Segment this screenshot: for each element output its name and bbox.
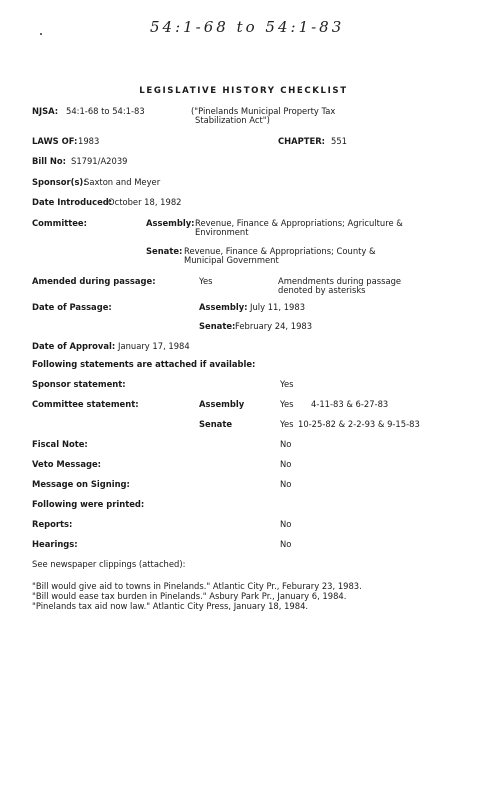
clipping-item: "Bill would give aid to towns in Pinelands." Atlantic City Pr., Feburary 23, 1983.: [32, 581, 362, 591]
amended-note-line1: Amendments during passage: [278, 276, 402, 286]
date-introduced-value: October 18, 1982: [108, 197, 182, 207]
chapter-value: 551: [331, 136, 347, 146]
laws-of-label: LAWS OF:: [32, 136, 78, 146]
veto-message-label: Veto Message:: [32, 459, 102, 469]
amended-note-line2: denoted by asterisks: [278, 285, 366, 295]
passage-assembly-label: Assembly:: [199, 302, 248, 312]
handwritten-note: 54:1-68 to 54:1-83: [150, 18, 345, 36]
reports-label: Reports:: [32, 519, 73, 529]
fiscal-note-label: Fiscal Note:: [32, 439, 88, 449]
committee-assembly-line1: Revenue, Finance & Appropriations; Agriculture &: [195, 218, 403, 228]
committee-senate-line2: Municipal Government: [184, 255, 279, 265]
hearings-label: Hearings:: [32, 539, 78, 549]
laws-of-value: 1983: [78, 136, 100, 146]
njsa-value: 54:1-68 to 54:1-83: [66, 106, 145, 116]
njsa-label: NJSA:: [32, 106, 59, 116]
message-signing-label: Message on Signing:: [32, 479, 130, 489]
sponsor-statement-value: Yes: [280, 379, 294, 389]
approval-label: Date of Approval:: [32, 341, 116, 351]
bill-label: Bill No:: [32, 156, 67, 166]
committee-statement-assembly-dates: 4-11-83 & 6-27-83: [311, 399, 389, 409]
passage-label: Date of Passage:: [32, 302, 112, 312]
following-attached-heading: Following statements are attached if available:: [32, 359, 256, 369]
sponsors-value: Saxton and Meyer: [84, 177, 161, 187]
njsa-desc-line2: Stabilization Act"): [195, 115, 270, 125]
committee-statement-label: Committee statement:: [32, 399, 139, 409]
passage-senate-value: February 24, 1983: [235, 321, 313, 331]
sponsor-statement-label: Sponsor statement:: [32, 379, 126, 389]
document-title: LEGISLATIVE HISTORY CHECKLIST: [139, 86, 348, 96]
clipping-item: "Bill would ease tax burden in Pinelands." Asbury Park Pr., January 6, 1984.: [32, 591, 347, 601]
committee-statement-assembly-value: Yes: [280, 399, 294, 409]
passage-senate-label: Senate:: [199, 321, 236, 331]
bill-value: S1791/A2039: [71, 156, 128, 166]
committee-statement-assembly-label: Assembly: [199, 399, 245, 409]
veto-message-value: No: [280, 459, 292, 469]
passage-assembly-value: July 11, 1983: [250, 302, 306, 312]
date-introduced-label: Date Introduced:: [32, 197, 113, 207]
committee-statement-senate-value: Yes: [280, 419, 294, 429]
clipping-item: "Pinelands tax aid now law." Atlantic City Press, January 18, 1984.: [32, 601, 309, 611]
message-signing-value: No: [280, 479, 292, 489]
committee-senate-label: Senate:: [146, 246, 183, 256]
committee-statement-senate-dates: 10-25-82 & 2-2-93 & 9-15-83: [298, 419, 420, 429]
njsa-desc-line1: ("Pinelands Municipal Property Tax: [191, 106, 336, 116]
clippings-heading: See newspaper clippings (attached):: [32, 559, 186, 569]
amended-value: Yes: [199, 276, 213, 286]
speck-mark: [40, 33, 42, 35]
committee-statement-senate-label: Senate: [199, 419, 233, 429]
hearings-value: No: [280, 539, 292, 549]
following-printed-heading: Following were printed:: [32, 499, 145, 509]
fiscal-note-value: No: [280, 439, 292, 449]
chapter-label: CHAPTER:: [278, 136, 326, 146]
committee-assembly-label: Assembly:: [146, 218, 195, 228]
amended-label: Amended during passage:: [32, 276, 156, 286]
reports-value: No: [280, 519, 292, 529]
sponsors-label: Sponsor(s):: [32, 177, 87, 187]
committee-label: Committee:: [32, 218, 87, 228]
committee-assembly-line2: Environment: [195, 227, 249, 237]
approval-value: January 17, 1984: [118, 341, 190, 351]
committee-senate-line1: Revenue, Finance & Appropriations; County &: [184, 246, 376, 256]
